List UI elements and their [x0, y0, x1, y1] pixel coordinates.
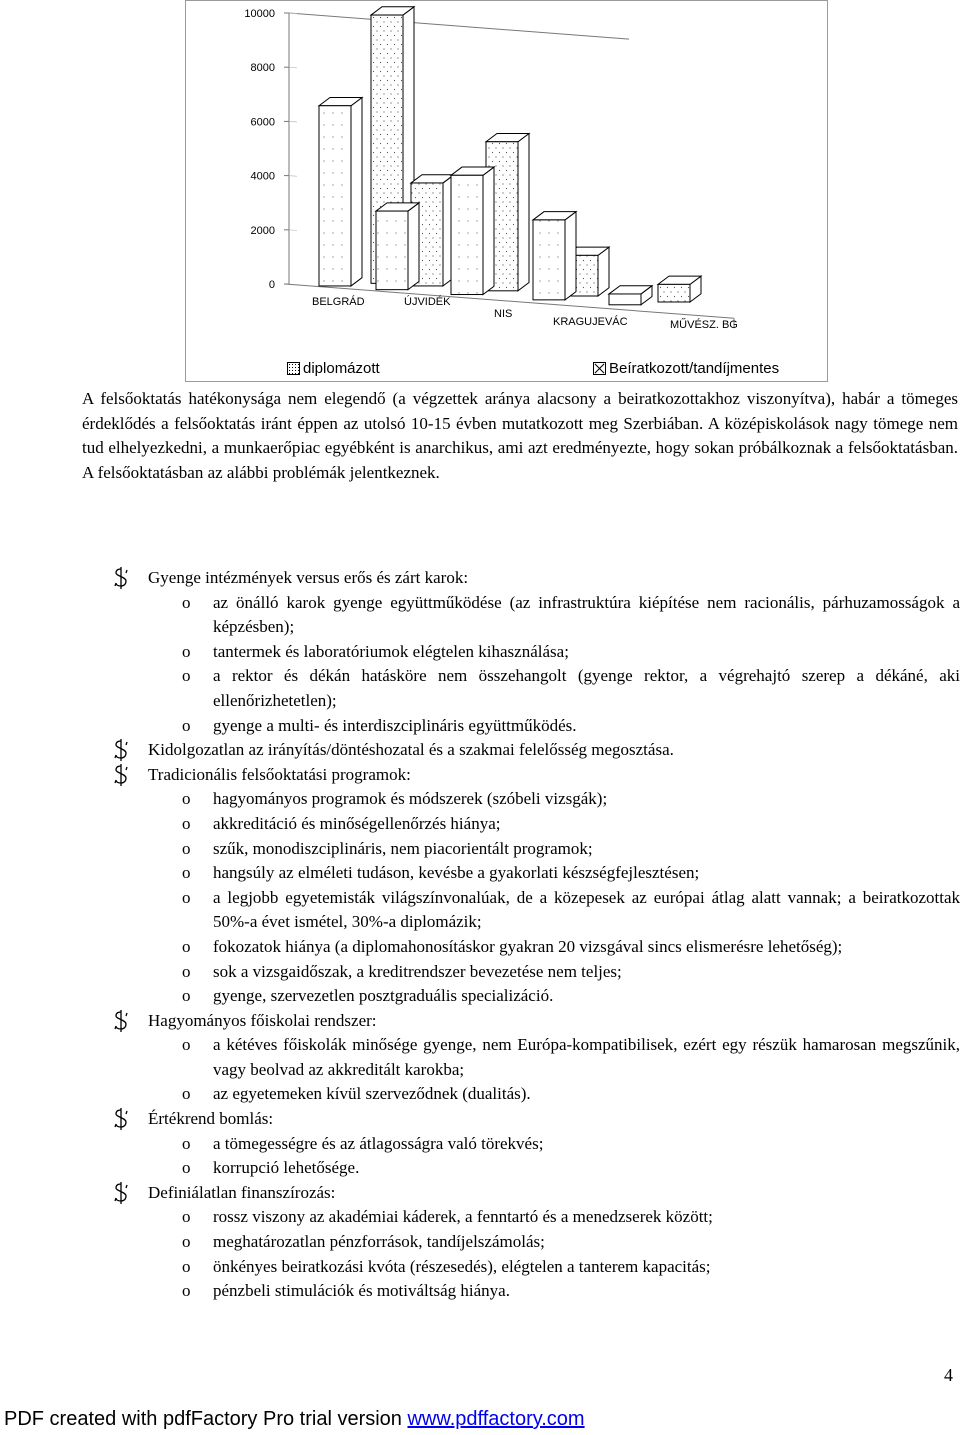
circle-bullet-icon: o [182, 715, 191, 735]
circle-bullet-icon: o [182, 936, 191, 956]
list-item [110, 1107, 960, 1132]
circle-bullet-icon: o [182, 666, 191, 686]
list-item [110, 1132, 960, 1157]
bar [376, 211, 408, 290]
section-bullet-icon [110, 1108, 132, 1130]
sub-item-text: a kétéves főiskolák minősége gyenge, nem Európa-kompatibilisek, ezért egy részük hamarosan megszűnik, vagy beolvad az akkreditált karokba; [213, 1035, 960, 1079]
gridline [289, 67, 297, 68]
circle-bullet-icon: o [182, 592, 191, 612]
bar [533, 220, 565, 300]
category-label: NIS [494, 308, 513, 320]
list-item [110, 984, 960, 1009]
footer-link[interactable]: www.pdffactory.com [407, 1408, 585, 1430]
list-item [110, 960, 960, 985]
legend-label: diplomázott [303, 360, 380, 377]
bar-side [408, 203, 419, 290]
section-title: Értékrend bomlás: [148, 1109, 274, 1129]
sub-item-text: a tömegességre és az átlagosságra való törekvés; [213, 1133, 544, 1153]
chart-frame [185, 0, 828, 382]
circle-bullet-icon: o [182, 1035, 191, 1055]
sub-item-text: hangsúly az elméleti tudáson, kevésbe a gyakorlati készségfejlesztésen; [213, 863, 700, 883]
sub-item-text: az egyetemeken kívül szerveződnek (dualitás). [213, 1084, 531, 1104]
sub-item-text: önkényes beiratkozási kvóta (részesedés), elégtelen a tanterem kapacitás; [213, 1256, 711, 1276]
section-bullet-icon [110, 764, 132, 786]
sub-item-text: gyenge, szervezetlen posztgraduális specializáció. [213, 986, 554, 1006]
sub-item-text: rossz viszony az akadémiai káderek, a fenntartó és a menedzserek között; [213, 1207, 713, 1227]
sub-item-text: a rektor és dékán hatásköre nem összehangolt (gyenge rektor, a végrehajtó szerep a dékáné, aki ellenőrizhetetlen); [213, 666, 960, 710]
sub-item-text: tantermek és laboratóriumok elégtelen kihasználása; [213, 641, 569, 661]
list-item [110, 886, 960, 935]
bar-side [483, 167, 494, 294]
sub-item-text: az önálló karok gyenge együttműködése (az infrastruktúra kiépítése nem racionális, párhuzamosságok a képzésben); [213, 592, 960, 637]
list-item [110, 787, 960, 812]
category-label: BELGRÁD [312, 296, 365, 308]
circle-bullet-icon: o [182, 1158, 191, 1178]
circle-bullet-icon: o [182, 887, 191, 907]
section-bullet-icon [110, 1182, 132, 1204]
circle-bullet-icon: o [182, 838, 191, 858]
sub-item-text: korrupció lehetősége. [213, 1158, 360, 1178]
sub-item-text: gyenge a multi- és interdiszciplináris együttműködés. [213, 715, 577, 735]
page-number: 4 [944, 1365, 953, 1385]
bar-side [565, 212, 576, 300]
circle-bullet-icon: o [182, 1207, 191, 1227]
circle-bullet-icon: o [182, 1232, 191, 1252]
sub-item-text: akkreditáció és minőségellenőrzés hiánya; [213, 813, 501, 833]
y-tick-label: 8000 [250, 62, 275, 75]
legend-swatch-dotted [287, 362, 300, 375]
category-label: ÚJVIDÉK [404, 296, 451, 308]
sub-item-text: hagyományos programok és módszerek (szóbeli vizsgák); [213, 789, 608, 809]
list-item [110, 837, 960, 862]
circle-bullet-icon: o [182, 863, 191, 883]
list-item [110, 1255, 960, 1280]
intro-paragraph: A felsőoktatás hatékonysága nem elegendő (a végzettek aránya alacsony a beiratkozottakhoz viszonyítva), habár a tömeges érdeklődés a felsőoktatás iránt éppen az utolsó 10-15 évben mutatkozott meg Szerbiában. A középiskolások nagy tömege nem tud elhelyezkedni, a munkaerőpiac egyébként is anarchikus, ami azt eredményezte, hogy sokan próbálkoznak a felsőoktatásban. A felsőoktatásban az alábbi problémák jelentkeznek. [82, 389, 958, 482]
sub-item-text: szűk, monodiszciplináris, nem piacorientált programok; [213, 838, 593, 858]
list-item [110, 1279, 960, 1304]
y-tick-label: 6000 [250, 116, 275, 129]
legend-item-beiratkozott [593, 360, 779, 377]
circle-bullet-icon: o [182, 1133, 191, 1153]
section-title: Definiálatlan finanszírozás: [148, 1182, 336, 1202]
gridline [289, 230, 297, 231]
sub-item-text: a legjobb egyetemisták világszínvonalúak, de a közepesek az európai átlag alatt vannak; a beiratkozottak 50%-a évet ismétel, 30%-a diplomázik; [213, 887, 960, 932]
bar [451, 175, 483, 294]
list-item [110, 566, 960, 591]
section-title: Tradicionális felsőoktatási programok: [148, 764, 411, 784]
gridline [289, 176, 297, 177]
bar-side [351, 97, 362, 285]
list-item [110, 664, 960, 713]
section-bullet-icon [110, 567, 132, 589]
y-tick-label: 10000 [244, 8, 275, 20]
list-item [110, 640, 960, 665]
list-item [110, 1230, 960, 1255]
category-label: MŰVÉSZ. BG [670, 319, 738, 331]
bar-chart [186, 1, 827, 381]
circle-bullet-icon: o [182, 641, 191, 661]
list-item [110, 591, 960, 640]
list-item [110, 935, 960, 960]
legend-swatch-crossed [593, 362, 606, 375]
sub-item-text: fokozatok hiánya (a diplomahonosításkor gyakran 20 vizsgával sincs elismerésre lehetőség); [213, 936, 843, 956]
y-tick-label: 2000 [250, 224, 275, 237]
y-tick-label: 4000 [250, 170, 275, 183]
pdf-footer [4, 1408, 585, 1431]
y-tick-label: 0 [268, 279, 275, 291]
circle-bullet-icon: o [182, 1281, 191, 1301]
sub-item-text: pénzbeli stimulációk és motiváltság hiánya. [213, 1281, 510, 1301]
list-item [110, 1156, 960, 1181]
gridline [289, 121, 297, 122]
list-item [110, 812, 960, 837]
problem-list [110, 566, 960, 1304]
bar [609, 294, 641, 305]
circle-bullet-icon: o [182, 789, 191, 809]
list-item [110, 861, 960, 886]
circle-bullet-icon: o [182, 961, 191, 981]
circle-bullet-icon: o [182, 986, 191, 1006]
section-bullet-icon [110, 739, 132, 761]
legend-label: Beíratkozott/tandíjmentes [609, 360, 780, 377]
section-title: Hagyományos főiskolai rendszer: [148, 1010, 377, 1030]
bar-side [518, 134, 529, 291]
list-item [110, 714, 960, 739]
section-bullet-icon [110, 1010, 132, 1032]
sub-item-text: meghatározatlan pénzforrások, tandíjelszámolás; [213, 1232, 545, 1252]
circle-bullet-icon: o [182, 813, 191, 833]
footer-text: PDF created with pdfFactory Pro trial version [4, 1408, 408, 1430]
list-item [110, 763, 960, 788]
section-title: Gyenge intézmények versus erős és zárt karok: [148, 568, 469, 587]
section-title: Kidolgozatlan az irányítás/döntéshozatal és a szakmai felelősség megosztása. [148, 740, 674, 760]
list-item [110, 1033, 960, 1082]
list-item [110, 1181, 960, 1206]
list-item [110, 738, 960, 763]
category-label: KRAGUJEVÁC [553, 316, 628, 328]
bar [658, 284, 690, 302]
legend-item-diplomazott [287, 360, 380, 377]
list-item [110, 1082, 960, 1107]
list-item [110, 1009, 960, 1034]
circle-bullet-icon: o [182, 1256, 191, 1276]
bar [319, 106, 351, 286]
sub-item-text: sok a vizsgaidőszak, a kreditrendszer bevezetése nem teljes; [213, 961, 622, 981]
list-item [110, 1205, 960, 1230]
circle-bullet-icon: o [182, 1084, 191, 1104]
